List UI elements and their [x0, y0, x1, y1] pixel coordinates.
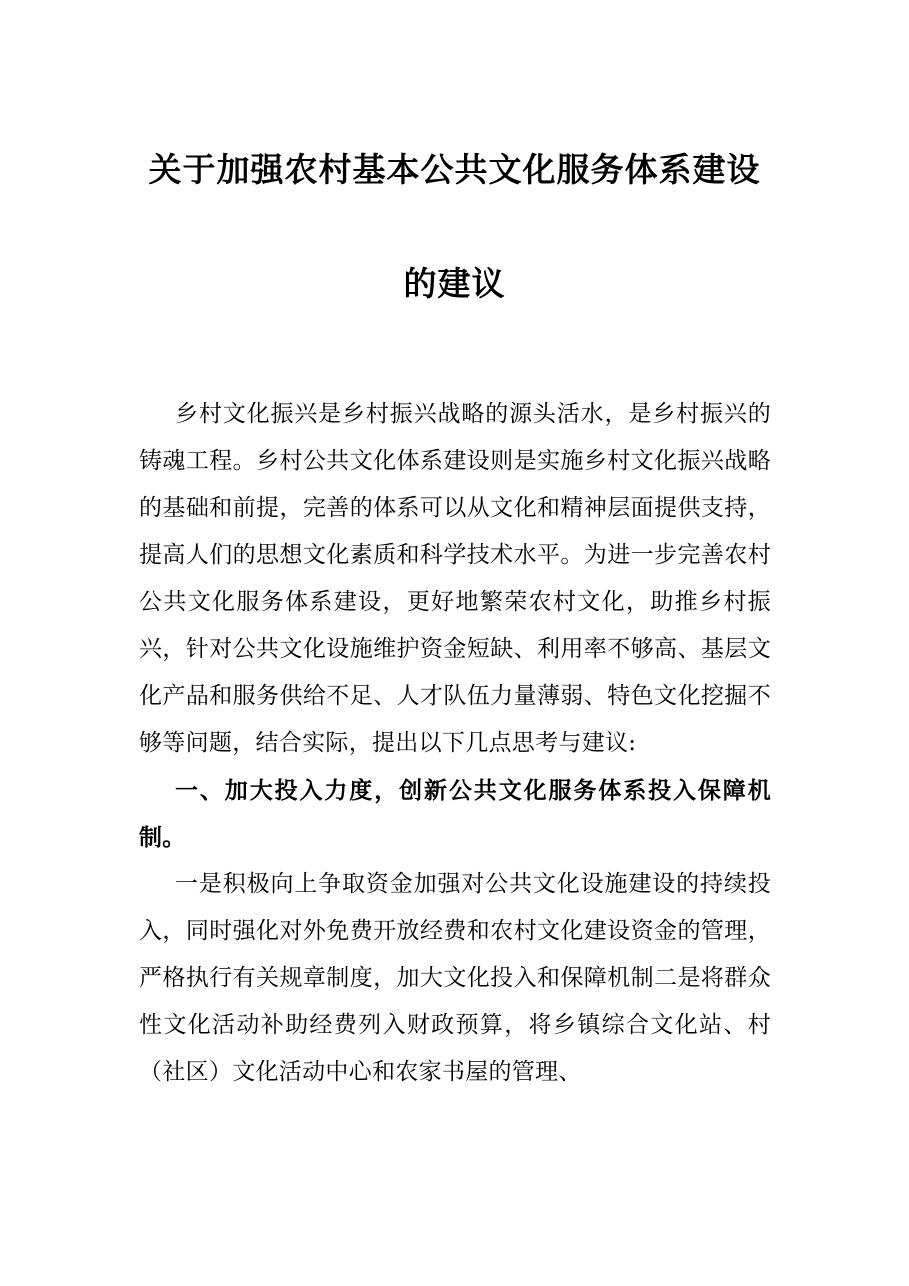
section1-paragraph: 一是积极向上争取资金加强对公共文化设施建设的持续投入，同时强化对外免费开放经费和农村文化建设资金的管理，严格执行有关规章制度，加大文化投入和保障机制二是将群众性文化活动补助经费列入财政预算，将乡镇综合文化站、村（社区）文化活动中心和农家书屋的管理、: [139, 871, 771, 1085]
intro-paragraph: 乡村文化振兴是乡村振兴战略的源头活水，是乡村振兴的铸魂工程。乡村公共文化体系建设则是实施乡村文化振兴战略的基础和前提，完善的体系可以从文化和精神层面提供支持，提高人们的思想文化素质和科学技术水平。为进一步完善农村公共文化服务体系建设，更好地繁荣农村文化，助推乡村振兴，针对公共文化设施维护资金短缺、利用率不够高、基层文化产品和服务供给不足、人才队伍力量薄弱、特色文化挖掘不够等问题，结合实际，提出以下几点思考与建议:: [139, 401, 771, 756]
document-title-line1: 关于加强农村基本公共文化服务体系建设: [148, 150, 761, 189]
document-body: [139, 391, 771, 1096]
document-title-line2: 的建议: [403, 264, 506, 303]
section1-heading: 一、加大投入力度，创新公共文化服务体系投入保障机制。: [139, 777, 771, 851]
